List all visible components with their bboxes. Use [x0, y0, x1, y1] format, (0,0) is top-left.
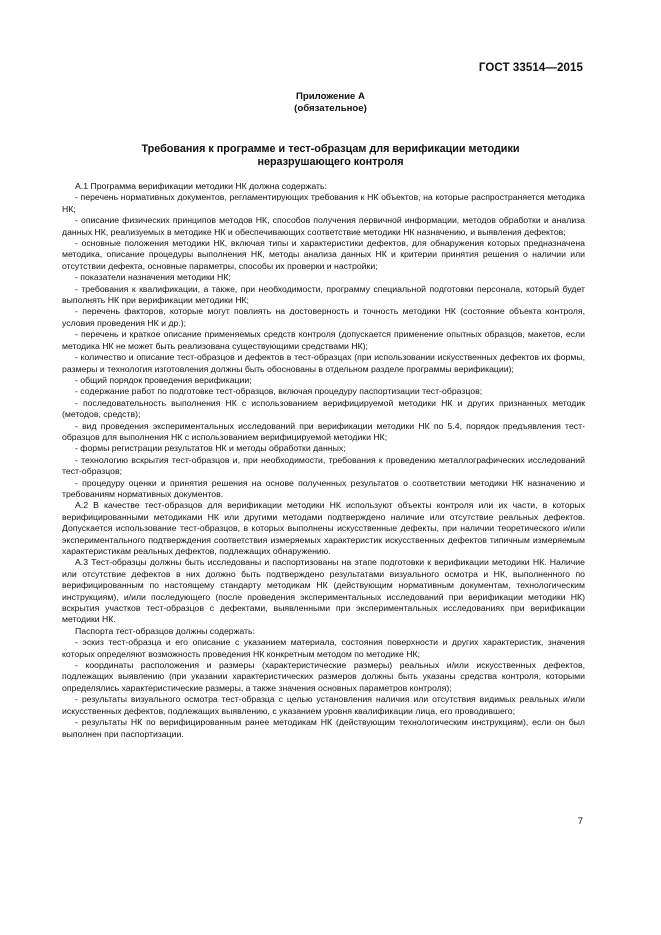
paragraph: - основные положения методики НК, включая типы и характеристики дефектов, для обнаружения которых предназначена методика, описание процедуры выполнения НК, методы анализа данных НК и критерии принятия решения о наличии или отсутствии дефекта, основные параметры, способы их проверки и настройки; [62, 238, 585, 271]
paragraph: - последовательность выполнения НК с использованием верифицируемой методики НК и других признанных методик (методов, средств); [62, 397, 585, 420]
paragraph: - содержание работ по подготовке тест-образцов, включая процедуру паспортизации тест-образцов; [75, 386, 483, 397]
paragraph: - перечень нормативных документов, регламентирующих требования к НК объектов, на которые распространяется методика НК; [62, 192, 585, 214]
paragraph: - результаты НК по верифицированным ранее методикам НК (действующим технологическим инструкциям), если он был выполнен при паспортизации. [62, 717, 585, 739]
paragraph: - процедуру оценки и принятия решения на основе полученных результатов о соответствии методики НК назначению и требованиям нормативных документов. [62, 477, 585, 499]
paragraph: - формы регистрации результатов НК и методы обработки данных; [75, 443, 346, 454]
paragraph: - результаты визуального осмотра тест-образца с целью установления наличия или отсутствия видимых реальных и/или искусственных дефектов, подлежащих выявлению, с указанием уровня квалификации лица, его проводившего; [62, 694, 585, 716]
body-text [62, 181, 585, 740]
paragraph: - общий порядок проведения верификации; [75, 374, 252, 385]
standard-code: ГОСТ 33514—2015 [478, 62, 583, 74]
paragraph: А.1 Программа верификации методики НК должна содержать: [75, 181, 327, 191]
document-title-line-2: неразрушающего контроля [257, 156, 404, 168]
paragraph: - технологию вскрытия тест-образцов и, при необходимости, требования к проведению металлографических исследований тест-образцов; [62, 454, 585, 477]
document-title-line-1: Требования к программе и тест-образцам для верификации методики [141, 143, 520, 155]
paragraph: - вид проведения экспериментальных исследований при верификации методики НК по 5.4, порядок предъявления тест-образцов для выполнения НК с использованием верифицируемой методики НК; [62, 420, 585, 442]
page-number: 7 [577, 816, 583, 827]
paragraph: - количество и описание тест-образцов и дефектов в тест-образцах (при использовании искусственных дефектов их формы, размеры и технология изготовления должны быть обоснованы в отдельном разделе программы верификации); [62, 352, 585, 374]
paragraph: - перечень и краткое описание применяемых средств контроля (допускается применение опытных образцов, макетов, если методика НК не может быть реализована существующими средствами НК); [62, 329, 585, 351]
appendix-title: Приложение А [296, 91, 365, 102]
paragraph: - требования к квалификации, а также, при необходимости, программу специальной подготовки персонала, который будет выполнять НК при верификации методики НК; [62, 283, 585, 306]
paragraph: А.2 В качестве тест-образцов для верификации методики НК используют объекты контроля или их части, в которых верифицированными методиками НК или другими методами подтверждено наличие или отсутствие реальных дефектов. Допускается использование тест-образцов, в которых выполнены искусственные дефекты, при наличии теоретического и/или экспериментального подтверждения соответствия измеряемых характеристик искусственных дефектов типичным измеряемым характеристикам реальных дефектов, подлежащих обнаружению. [62, 500, 585, 556]
appendix-heading [0, 91, 661, 115]
paragraph: - эскиз тест-образца и его описание с указанием материала, состояния поверхности и других характеристик, значения которых определяют возможность проведения НК конкретным методом по методике НК; [62, 637, 585, 659]
paragraph: Паспорта тест-образцов должны содержать: [75, 625, 255, 636]
paragraph: - описание физических принципов методов НК, способов получения первичной информации, методов обработки и анализа данных НК, реализуемых в методике НК и обеспечивающих соответствие методики НК назначению, и выявления дефектов; [62, 215, 585, 237]
paragraph: - координаты расположения и размеры (характеристические размеры) реальных и/или искусственных дефектов, подлежащих выявлению (при указании характеристических размеров должны быть указаны средства контроля, которыми определялись характеристические размеры, а также значения основных параметров контроля); [62, 660, 585, 693]
paragraph: А.3 Тест-образцы должны быть исследованы и паспортизованы на этапе подготовки к верификации методики НК. Наличие или отсутствие дефектов в них должно быть подтверждено результатами визуального осмотра и НК, выполненного по верифицированным по настоящему стандарту методикам НК (действующим нормативным документам, технологическим инструкциям), и/или последующего (после проведения экспериментальных исследований при верификации методики НК) вскрытия участков тест-образцов с дефектами, выявленными при экспериментальных исследованиях при верификации методики НК. [62, 557, 585, 625]
appendix-status: (обязательное) [294, 103, 367, 114]
document-title [100, 143, 561, 169]
paragraph: - перечень факторов, которые могут повлиять на достоверность и точность методики НК (состояние объекта контроля, условия проведения НК и др.); [62, 306, 585, 328]
paragraph: - показатели назначения методики НК; [75, 272, 231, 283]
